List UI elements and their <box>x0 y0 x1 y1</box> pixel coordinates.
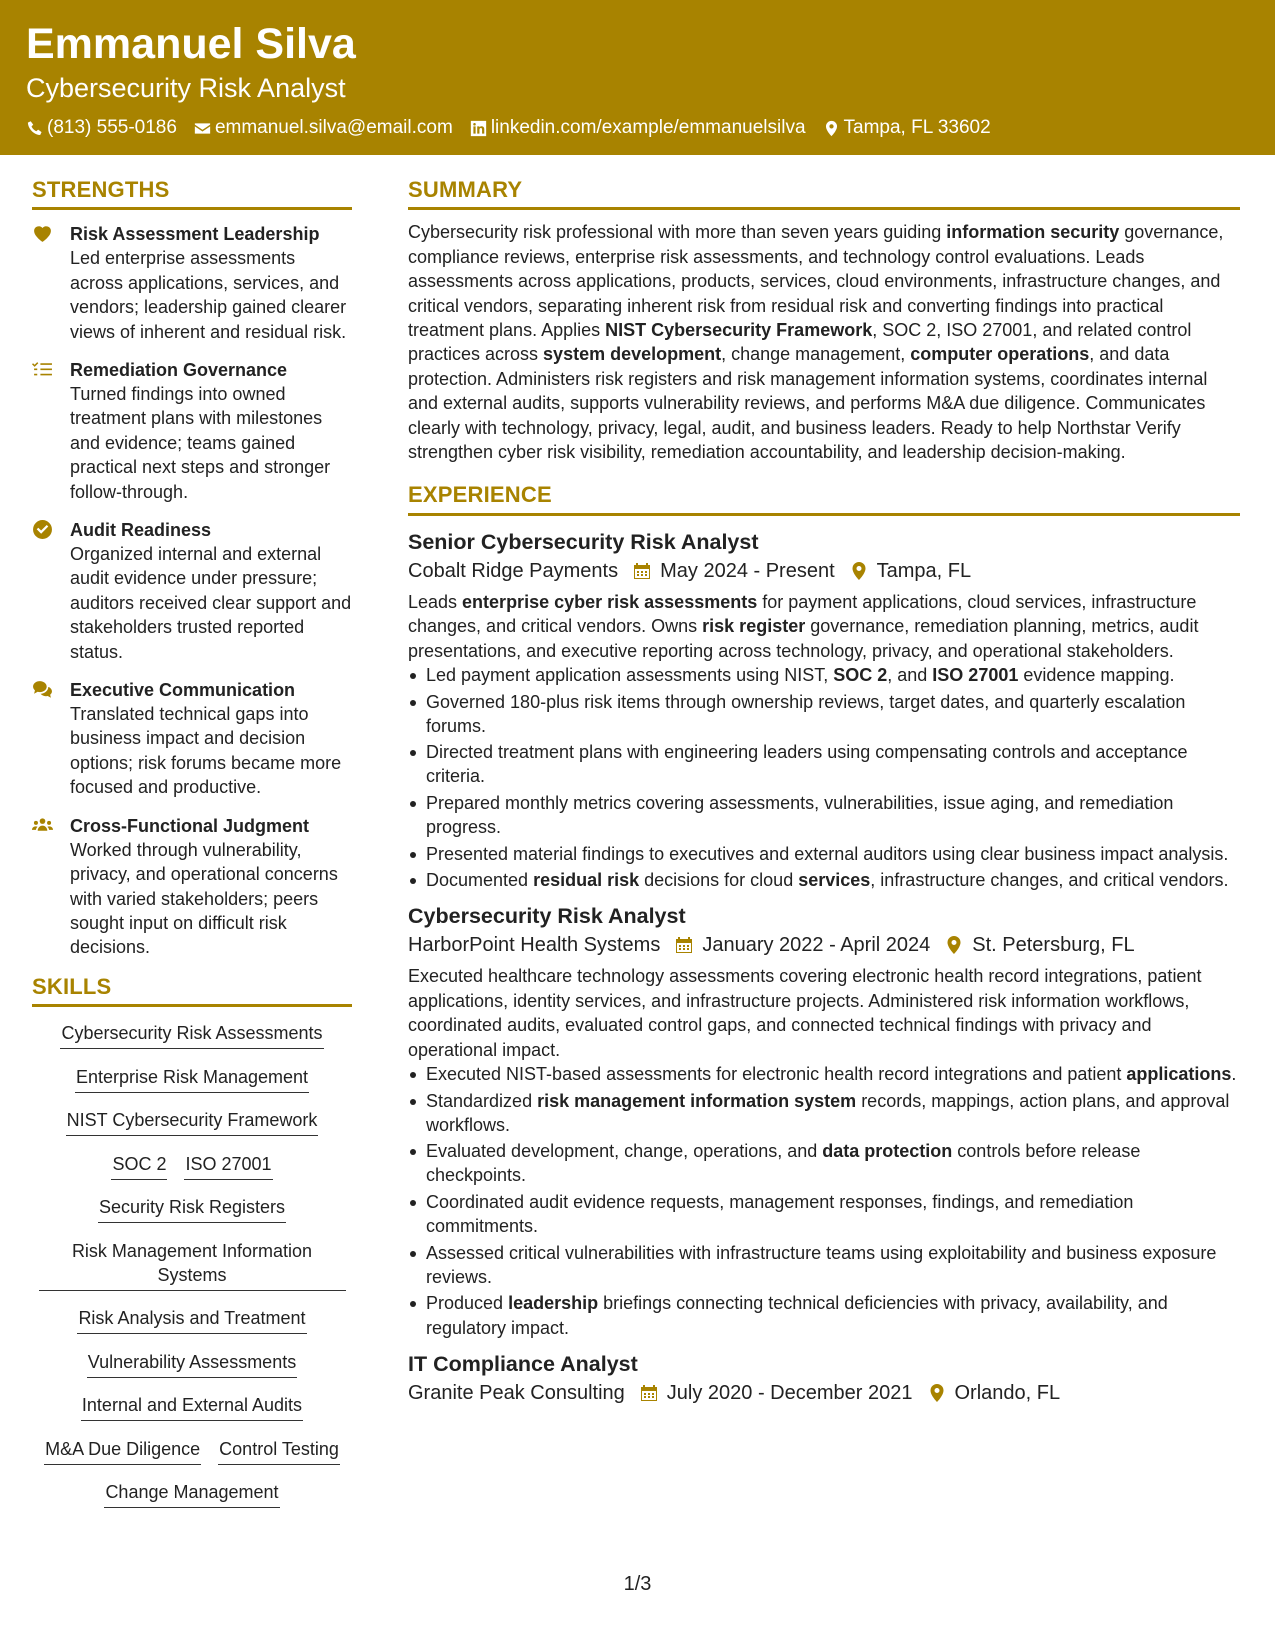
contact-bar <box>26 116 991 140</box>
job-company: Granite Peak Consulting <box>408 1381 625 1404</box>
job-bullets <box>408 1062 1240 1340</box>
strength-desc: Organized internal and external audit evidence under pressure; auditors received clear support and stakeholders trusted reported status. <box>70 544 352 662</box>
summary-part: governance, compliance reviews, enterprise risk assessments, and technology control evaluations. Leads assessments across applications, products, services, cloud environments, infrastructure changes, and critical vendors, separating inherent risk from residual risk and converting findings into practical treatment plans. Applies <box>408 222 1224 341</box>
summary-part: , SOC 2, ISO 27001, and related control practices across <box>408 320 1192 365</box>
job-title: Senior Cybersecurity Risk Analyst <box>408 529 759 554</box>
bullet-text: briefings connecting technical deficiencies with privacy, availability, and regulatory impact. <box>426 1293 1168 1338</box>
contact-phone <box>26 116 177 140</box>
skill-tag: Change Management <box>104 1480 279 1508</box>
bullet-text: Assessed critical vulnerabilities with infrastructure teams using exploitability and business exposure reviews. <box>426 1242 1217 1287</box>
location-text: Tampa, FL 33602 <box>843 117 991 138</box>
bullet-text: , and <box>887 665 933 686</box>
contact-linkedin[interactable] <box>470 116 806 140</box>
job-description <box>408 590 1240 663</box>
bullet-item <box>408 1291 1240 1339</box>
bullet-text: Directed treatment plans with engineering leaders using compensating controls and acceptance criteria. <box>426 742 1188 787</box>
strength-desc: Translated technical gaps into business impact and decision options; risk forums became more focused and productive. <box>70 704 342 798</box>
linkedin-icon <box>470 120 487 137</box>
comments-icon <box>32 679 53 700</box>
bullet-text: Presented material findings to executives and external auditors using clear business impact analysis. <box>426 843 1229 864</box>
desc-part: for payment applications, cloud services, infrastructure changes, and critical vendors. Owns <box>408 591 1197 637</box>
skill-tag: M&A Due Diligence <box>44 1437 201 1465</box>
bullet-text: evidence mapping. <box>1018 665 1175 686</box>
job-dates: May 2024 - Present <box>660 559 835 582</box>
job-description <box>408 964 1240 1062</box>
skill-tag: Enterprise Risk Management <box>75 1065 309 1093</box>
summary-keyword: NIST Cybersecurity Framework <box>605 320 873 341</box>
bullet-text: Evaluated development, change, operations, and <box>426 1141 823 1162</box>
job-title: Cybersecurity Risk Analyst <box>408 904 686 929</box>
bullet-text: Prepared monthly metrics covering assessments, vulnerabilities, issue aging, and remediation progress. <box>426 792 1174 838</box>
bullet-keyword: residual risk <box>533 870 640 891</box>
summary-heading: SUMMARY <box>408 177 1240 210</box>
strength-desc: Turned findings into owned treatment plans with milestones and evidence; teams gained practical next steps and stronger follow-through. <box>70 384 331 502</box>
strength-item <box>32 358 352 504</box>
bullet-text: controls before release checkpoints. <box>426 1141 1141 1186</box>
bullet-item <box>408 1190 1240 1238</box>
bullet-keyword: SOC 2 <box>833 665 888 686</box>
job-location: St. Petersburg, FL <box>972 934 1135 957</box>
job-location: Tampa, FL <box>876 559 972 582</box>
check-circle-icon <box>32 519 53 540</box>
bullet-text: , infrastructure changes, and critical vendors. <box>870 870 1229 891</box>
bullet-keyword: ISO 27001 <box>932 665 1019 686</box>
skill-tag: Cybersecurity Risk Assessments <box>60 1021 323 1049</box>
job-dates: July 2020 - December 2021 <box>666 1381 913 1404</box>
bullet-text: Led payment application assessments using NIST, <box>426 665 834 686</box>
strength-item <box>32 814 352 960</box>
experience-heading: EXPERIENCE <box>408 482 1240 515</box>
bullet-text: . <box>1231 1064 1237 1084</box>
linkedin-text[interactable]: linkedin.com/example/emmanuelsilva <box>490 117 806 138</box>
bullet-text: Coordinated audit evidence requests, management responses, findings, and remediation commitments. <box>426 1191 1134 1237</box>
desc-part: Leads <box>408 591 463 612</box>
phone-text: (813) 555-0186 <box>47 117 177 138</box>
bullet-text: Documented <box>426 870 534 891</box>
strength-desc: Led enterprise assessments across applications, services, and vendors; leadership gained clearer views of inherent and residual risk. <box>70 248 347 342</box>
summary-part: , change management, <box>721 344 911 365</box>
skill-tag: SOC 2 <box>111 1152 167 1180</box>
heart-icon <box>32 223 53 244</box>
skill-tag: Internal and External Audits <box>81 1393 303 1421</box>
summary-part: Cybersecurity risk professional with more than seven years guiding <box>408 222 947 243</box>
bullet-item <box>408 842 1240 866</box>
left-column <box>32 177 352 1524</box>
right-column <box>408 177 1240 1412</box>
strength-name: Audit Readiness <box>70 520 212 541</box>
list-check-icon <box>32 359 53 380</box>
summary-keyword: computer operations <box>910 344 1090 365</box>
calendar-icon <box>639 1383 659 1403</box>
skill-tag: Control Testing <box>218 1437 340 1465</box>
strength-desc: Worked through vulnerability, privacy, and operational concerns with varied stakeholders; peers sought input on difficult risk decisions. <box>70 839 338 958</box>
summary-keyword: information security <box>946 222 1120 243</box>
summary-keyword: system development <box>543 344 722 365</box>
bullet-text: decisions for cloud <box>639 870 799 891</box>
desc-keyword: enterprise cyber risk assessments <box>462 591 758 612</box>
job-entry <box>408 902 1240 1339</box>
skill-tag: ISO 27001 <box>184 1152 272 1180</box>
envelope-icon <box>194 120 211 137</box>
calendar-icon <box>632 561 652 581</box>
strength-name: Remediation Governance <box>70 360 288 381</box>
strength-item <box>32 518 352 664</box>
bullet-text: records, mappings, action plans, and approval workflows. <box>426 1090 1230 1135</box>
skill-tag: Vulnerability Assessments <box>87 1350 297 1378</box>
map-pin-icon <box>823 120 840 137</box>
strength-item <box>32 678 352 800</box>
users-icon <box>32 815 53 836</box>
candidate-name: Emmanuel Silva <box>26 20 356 68</box>
candidate-title: Cybersecurity Risk Analyst <box>26 73 346 103</box>
bullet-item <box>408 868 1240 892</box>
job-meta <box>408 930 1240 960</box>
strength-name: Cross-Functional Judgment <box>70 815 310 836</box>
skill-tag: NIST Cybersecurity Framework <box>66 1108 319 1136</box>
job-company: HarborPoint Health Systems <box>408 934 661 957</box>
job-company: Cobalt Ridge Payments <box>408 559 619 582</box>
email-text[interactable]: emmanuel.silva@email.com <box>214 117 453 138</box>
skills-heading: SKILLS <box>32 974 352 1007</box>
page-number: 1/3 <box>623 1573 652 1595</box>
bullet-item <box>408 663 1240 687</box>
bullet-item <box>408 1062 1240 1086</box>
job-meta <box>408 556 1240 586</box>
bullet-item <box>408 1241 1240 1289</box>
strength-name: Risk Assessment Leadership <box>70 224 320 245</box>
bullet-text: Governed 180-plus risk items through ownership reviews, target dates, and quarterly escalation forums. <box>426 691 1186 736</box>
bullet-text: Executed NIST-based assessments for electronic health record integrations and patient <box>426 1064 1127 1084</box>
desc-part: governance, remediation planning, metrics, audit presentations, and executive reporting across technology, privacy, and operational stakeholders. <box>408 616 1199 661</box>
skill-tag: Security Risk Registers <box>98 1195 286 1223</box>
desc-keyword: risk register <box>702 616 806 637</box>
job-bullets <box>408 663 1240 892</box>
strength-item <box>32 222 352 344</box>
job-location: Orlando, FL <box>954 1381 1061 1404</box>
bullet-item <box>408 740 1240 788</box>
skill-tag: Risk Management Information Systems <box>39 1239 346 1291</box>
job-title: IT Compliance Analyst <box>408 1351 638 1376</box>
summary-part: , and data protection. Administers risk registers and risk management information systems, coordinates internal and external audits, supports vulnerability reviews, and performs M&A due diligence. Communicates clearly with technology, privacy, legal, audit, and business leaders. Ready to help Northstar Verify strengthen cyber risk visibility, remediation accountability, and leadership decision-making. <box>408 344 1208 463</box>
summary-text <box>408 220 1240 464</box>
map-pin-icon <box>944 935 964 955</box>
bullet-text: Produced <box>426 1293 509 1314</box>
job-entry <box>408 528 1240 893</box>
bullet-text: Standardized <box>426 1090 538 1111</box>
bullet-keyword: services <box>798 870 871 891</box>
bullet-keyword: leadership <box>508 1293 599 1314</box>
bullet-item <box>408 791 1240 839</box>
resume-header <box>0 0 1275 155</box>
bullet-keyword: applications <box>1126 1064 1232 1084</box>
job-entry <box>408 1350 1240 1408</box>
contact-location <box>823 116 991 140</box>
phone-icon <box>26 120 43 137</box>
strengths-heading: STRENGTHS <box>32 177 352 210</box>
calendar-icon <box>674 935 694 955</box>
map-pin-icon <box>927 1383 947 1403</box>
bullet-item <box>408 1139 1240 1187</box>
desc-part: Executed healthcare technology assessments covering electronic health record integrations, patient applications, identity services, and infrastructure projects. Administered risk information workflows, coordinated audits, evaluated control gaps, and connected technical findings with privacy and operational impact. <box>408 966 1202 1060</box>
job-meta <box>408 1378 1240 1408</box>
bullet-keyword: data protection <box>822 1141 953 1162</box>
skill-tag: Risk Analysis and Treatment <box>77 1306 306 1334</box>
skills-list <box>32 1021 352 1524</box>
bullet-keyword: risk management information system <box>537 1090 857 1111</box>
bullet-item <box>408 690 1240 738</box>
strength-name: Executive Communication <box>70 680 296 701</box>
bullet-item <box>408 1089 1240 1137</box>
map-pin-icon <box>849 561 869 581</box>
job-dates: January 2022 - April 2024 <box>702 934 931 957</box>
contact-email[interactable] <box>194 116 453 140</box>
